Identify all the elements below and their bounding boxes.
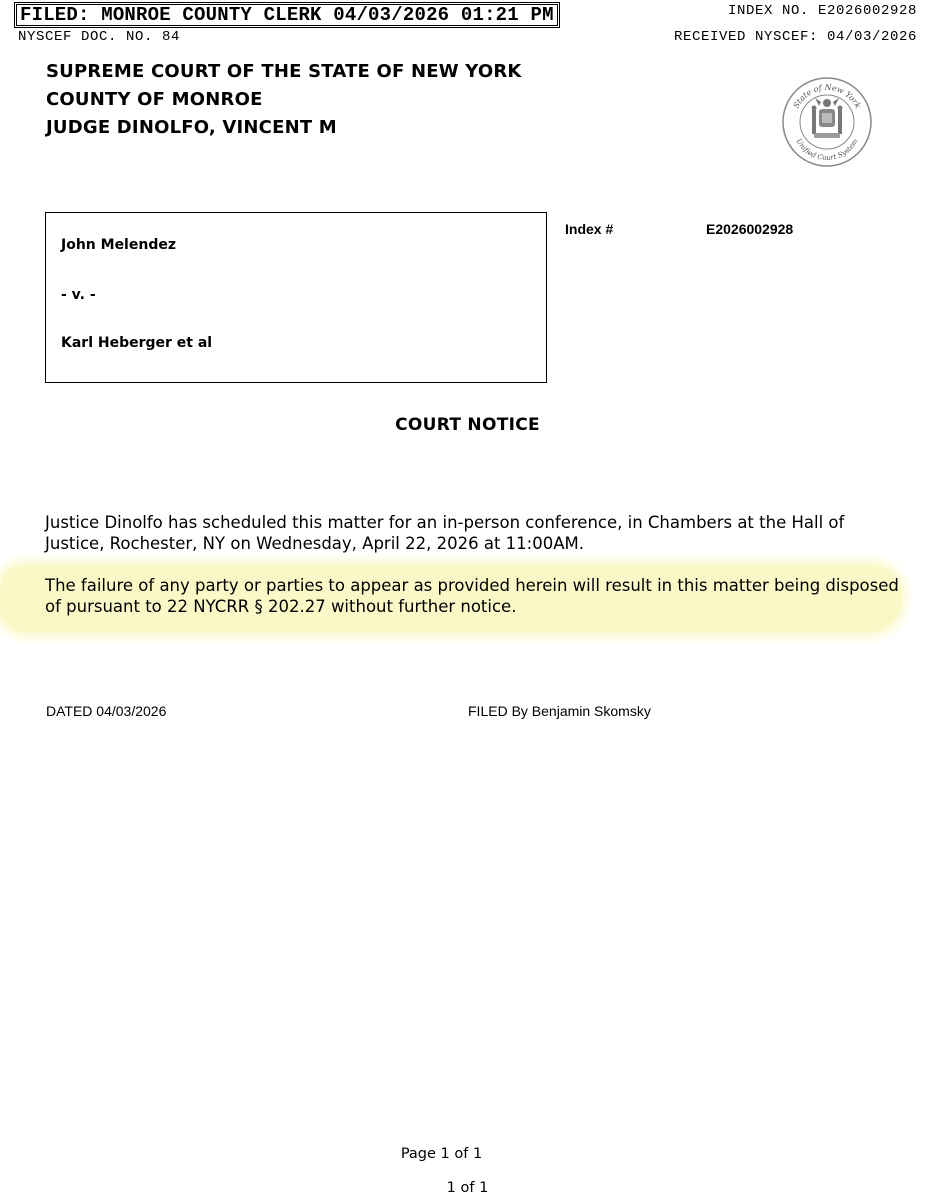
defendant-name: Karl Heberger et al [61, 335, 213, 351]
filed-by-line: FILED By Benjamin Skomsky [468, 703, 651, 719]
new-york-state-seal-icon [781, 76, 873, 168]
svg-text:Unified Court System [794, 137, 859, 162]
filed-stamp: FILED: MONROE COUNTY CLERK 04/03/2026 01:21 PM [16, 4, 558, 26]
seal-bottom-text: Unified Court System [794, 137, 860, 163]
seal-top-text: State of New York [791, 82, 863, 110]
case-caption-box [45, 212, 547, 383]
conference-paragraph: Justice Dinolfo has scheduled this matter for an in-person conference, in Chambers at the Hall of Justice, Rochester, NY on Wednesday, April 22, 2026 at 11:00AM. [45, 513, 845, 553]
page-number: Page 1 of 1 [400, 1146, 483, 1162]
county-name: COUNTY OF MONROE [46, 89, 263, 110]
plaintiff-name: John Melendez [61, 237, 176, 253]
index-label: Index # [565, 221, 614, 237]
failure-to-appear-paragraph: The failure of any party or parties to appear as provided herein will result in this matter being disposed of pursuant to 22 NYCRR § 202.27 without further notice. [45, 576, 899, 616]
judge-name: JUDGE DINOLFO, VINCENT M [46, 117, 337, 138]
index-number-header: INDEX NO. E2026002928 [727, 3, 917, 19]
notice-title: COURT NOTICE [395, 415, 540, 435]
nyscef-doc-number: NYSCEF DOC. NO. 84 [18, 29, 181, 45]
received-nyscef-date: RECEIVED NYSCEF: 04/03/2026 [673, 29, 917, 45]
index-value: E2026002928 [706, 221, 794, 237]
versus-label: - v. - [61, 287, 96, 303]
dated-line: DATED 04/03/2026 [46, 703, 167, 719]
court-name: SUPREME COURT OF THE STATE OF NEW YORK [46, 61, 522, 82]
page-number-secondary: 1 of 1 [446, 1180, 489, 1196]
